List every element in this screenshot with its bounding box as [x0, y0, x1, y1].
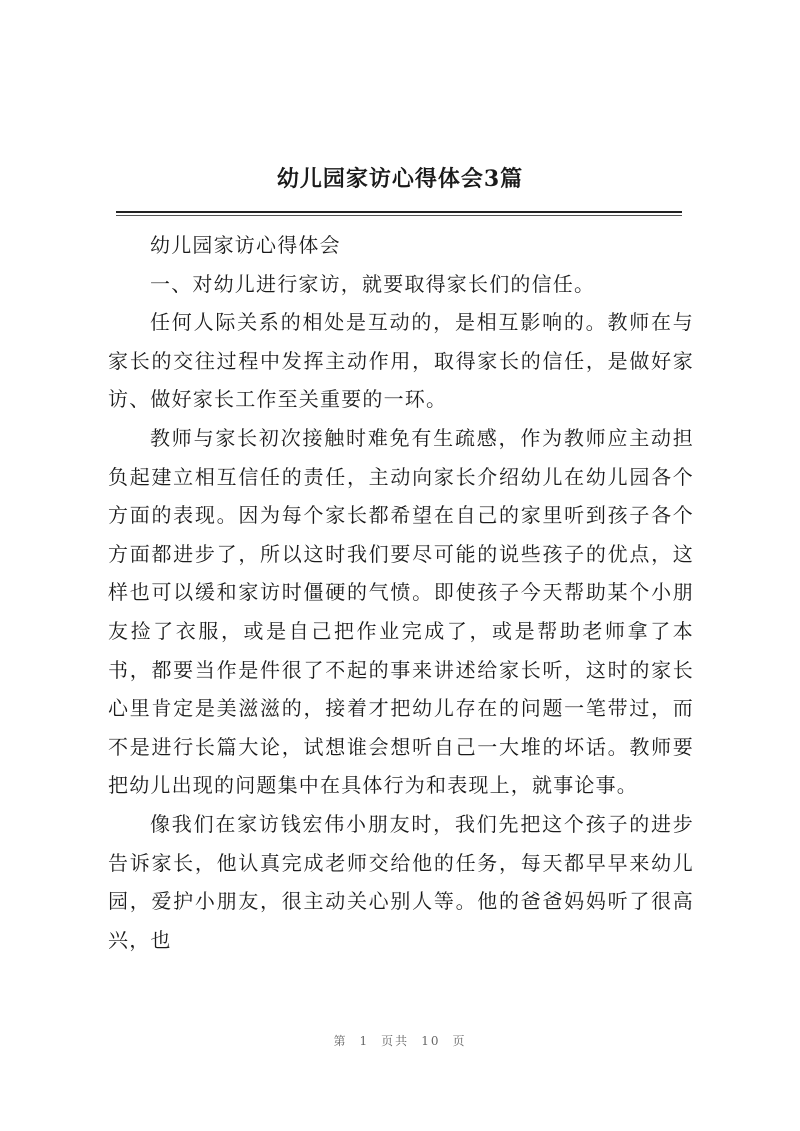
document-body	[108, 226, 694, 959]
paragraph: 像我们在家访钱宏伟小朋友时，我们先把这个孩子的进步告诉家长，他认真完成老师交给他的任务，每天都早早来幼儿园，爱护小朋友，很主动关心别人等。他的爸爸妈妈听了很高兴，也	[108, 811, 694, 952]
footer-prefix: 第	[333, 1034, 348, 1048]
footer-total-pages: 10	[421, 1034, 441, 1048]
paragraph-subtitle: 幼儿园家访心得体会	[150, 233, 341, 257]
paragraph-section-heading: 一、对幼儿进行家访，就要取得家长们的信任。	[150, 271, 596, 296]
document-title: 幼儿园家访心得体会3篇	[276, 166, 524, 192]
footer-current-page: 1	[359, 1034, 370, 1048]
footer-middle: 页共	[381, 1034, 410, 1048]
page-footer	[0, 1032, 800, 1049]
title-divider-thick	[116, 211, 682, 213]
paragraph: 教师与家长初次接触时难免有生疏感，作为教师应主动担负起建立相互信任的责任，主动向家长介绍幼儿在幼儿园各个方面的表现。因为每个家长都希望在自己的家里听到孩子各个方面都进步了，所以这时我们要尽可能的说些孩子的优点，这样也可以缓和家访时僵硬的气愤。即使孩子今天帮助某个小朋友捡了衣服，或是自己把作业完成了，或是帮助老师拿了本书，都要当作是件很了不起的事来讲述给家长听，这时的家长心里肯定是美滋滋的，接着才把幼儿存在的问题一笔带过，而不是进行长篇大论，试想谁会想听自己一大堆的坏话。教师要把幼儿出现的问题集中在具体行为和表现上，就事论事。	[108, 425, 694, 798]
title-divider-thin	[116, 215, 682, 216]
footer-suffix: 页	[452, 1034, 467, 1048]
paragraph: 任何人际关系的相处是互动的，是相互影响的。教师在与家长的交往过程中发挥主动作用，取得家长的信任，是做好家访、做好家长工作至关重要的一环。	[108, 310, 694, 412]
